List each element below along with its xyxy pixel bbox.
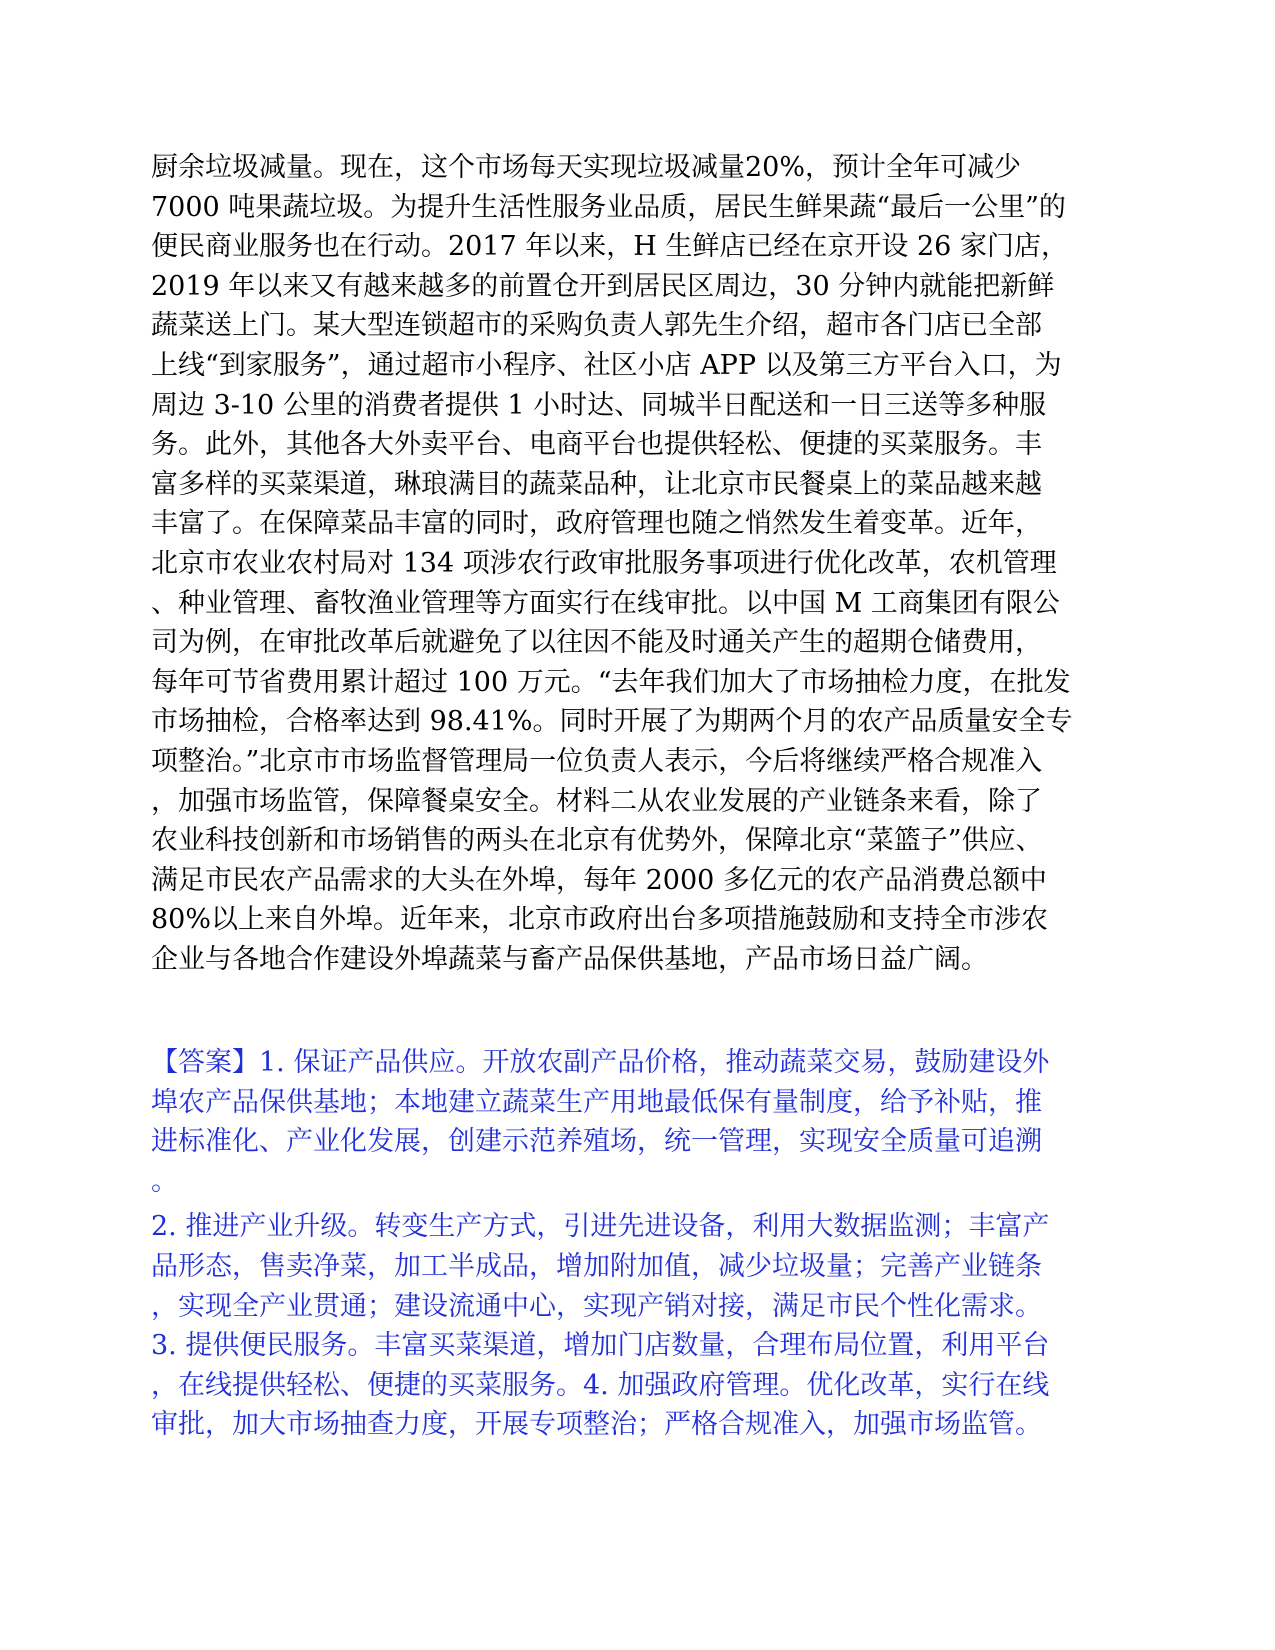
answer-line: 品形态，售卖净菜，加工半成品，增加附加值，减少垃圾量；完善产业链条 — [151, 1250, 1042, 1282]
answer-section — [151, 1043, 1121, 1445]
text-line: 蔬菜送上门。某大型连锁超市的采购负责人郭先生介绍，超市各门店已全部 — [151, 310, 1042, 342]
text-line: 每年可节省费用累计超过 100 万元。“去年我们加大了市场抽检力度，在批发 — [151, 666, 1071, 698]
text-line: 企业与各地合作建设外埠蔬菜与畜产品保供基地，产品市场日益广阔。 — [151, 943, 988, 975]
text-line: 上线“到家服务”，通过超市小程序、社区小店 APP 以及第三方平台入口，为 — [151, 349, 1062, 381]
answer-line: 审批，加大市场抽查力度，开展专项整治；严格合规准入，加强市场监管。 — [151, 1409, 1042, 1441]
text-line: 务。此外，其他各大外卖平台、电商平台也提供轻松、便捷的买菜服务。丰 — [151, 429, 1042, 461]
text-line: 项整治。”北京市市场监督管理局一位负责人表示，今后将继续严格合规准入 — [151, 745, 1043, 777]
text-line: 司为例，在审批改革后就避免了以往因不能及时通关产生的超期仓储费用， — [151, 627, 1042, 659]
answer-paragraph-1 — [151, 1043, 1121, 1201]
answer-line: 埠农产品保供基地；本地建立蔬菜生产用地最低保有量制度，给予补贴，推 — [151, 1086, 1042, 1118]
text-line: 7000 吨果蔬垃圾。为提升生活性服务业品质，居民生鲜果蔬“最后一公里”的 — [151, 191, 1066, 223]
text-line: 80%以上来自外埠。近年来，北京市政府出台多项措施鼓励和支持全市涉农 — [151, 904, 1049, 936]
answer-line: ，在线提供轻松、便捷的买菜服务。4. 加强政府管理。优化改革，实行在线 — [151, 1369, 1050, 1401]
answer-paragraph-2 — [151, 1207, 1121, 1445]
text-line: ，加强市场监管，保障餐桌安全。材料二从农业发展的产业链条来看，除了 — [151, 785, 1042, 817]
text-line: 市场抽检，合格率达到 98.41%。同时开展了为期两个月的农产品质量安全专 — [151, 706, 1073, 738]
text-line: 周边 3-10 公里的消费者提供 1 小时达、同城半日配送和一日三送等多种服 — [151, 389, 1047, 421]
answer-line: ，实现全产业贯通；建设流通中心，实现产销对接，满足市民个性化需求。 — [151, 1290, 1042, 1322]
text-line: 农业科技创新和市场销售的两头在北京有优势外，保障北京“菜篮子”供应、 — [151, 825, 1043, 857]
text-line: 富多样的买菜渠道，琳琅满目的蔬菜品种，让北京市民餐桌上的菜品越来越 — [151, 468, 1042, 500]
text-line: 便民商业服务也在行动。2017 年以来，H 生鲜店已经在京开设 26 家门店， — [151, 231, 1068, 263]
text-line: 丰富了。在保障菜品丰富的同时，政府管理也随之悄然发生着变革。近年， — [151, 508, 1042, 540]
material-passage — [151, 148, 1121, 979]
text-line: 、种业管理、畜牧渔业管理等方面实行在线审批。以中国 M 工商集团有限公 — [151, 587, 1060, 619]
text-line: 满足市民农产品需求的大头在外埠，每年 2000 多亿元的农产品消费总额中 — [151, 864, 1047, 896]
text-line: 北京市农业农村局对 134 项涉农行政审批服务事项进行优化改革，农机管理 — [151, 547, 1057, 579]
text-line: 2019 年以来又有越来越多的前置仓开到居民区周边，30 分钟内就能把新鲜 — [151, 270, 1055, 302]
answer-line: 。 — [151, 1165, 178, 1197]
answer-line: 进标准化、产业化发展，创建示范养殖场，统一管理，实现安全质量可追溯 — [151, 1126, 1042, 1158]
answer-line: 【答案】1. 保证产品供应。开放农副产品价格，推动蔬菜交易，鼓励建设外 — [151, 1047, 1050, 1078]
answer-line: 3. 提供便民服务。丰富买菜渠道，增加门店数量，合理布局位置，利用平台 — [151, 1330, 1050, 1362]
text-line: 厨余垃圾减量。现在，这个市场每天实现垃圾减量20%，预计全年可减少 — [151, 152, 1022, 183]
answer-line: 2. 推进产业升级。转变生产方式，引进先进设备，利用大数据监测；丰富产 — [151, 1211, 1050, 1243]
